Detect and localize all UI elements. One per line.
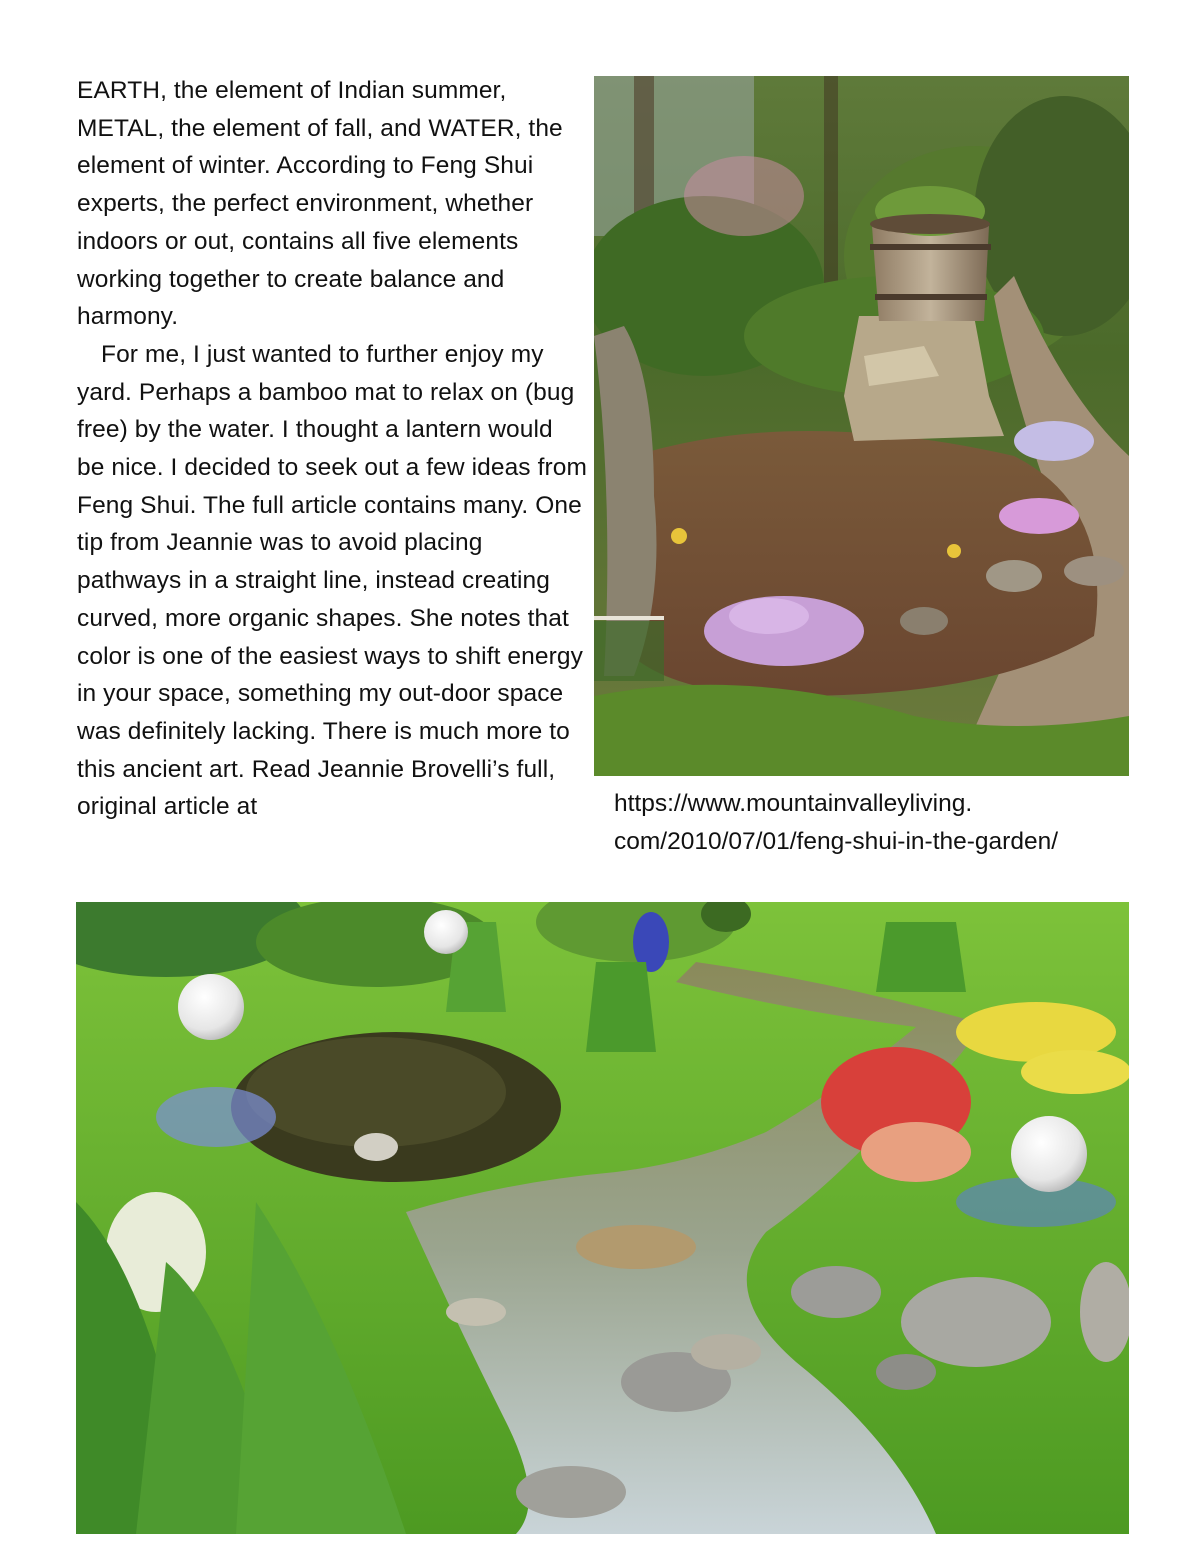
garden-planter-photo <box>594 76 1129 776</box>
caption-line-1: https://www.mountainvalleyliving. <box>614 790 973 817</box>
article-url-caption <box>614 785 1174 860</box>
caption-line-2: com/2010/07/01/feng-shui-in-the-garden/ <box>614 827 1059 855</box>
article-paragraph-2: For me, I just wanted to further enjoy my yard. Perhaps a bamboo mat to relax on (bug free) by the water. I thought a lantern would be nice. I decided to seek out a few ideas from Feng Shui. The full article contains many. One tip from Jeannie was to avoid placing pathways in a straight line, instead creating curved, more organic shapes. She notes that color is one of the easiest ways to shift energy in your space, something my out-door space was definitely lacking. There is much more to this ancient art. Read Jeannie Brovelli’s full, original article at <box>77 340 587 821</box>
article-text <box>77 72 587 826</box>
garden-stream-photo <box>76 902 1129 1534</box>
article-paragraph-1: EARTH, the element of Indian summer, METAL, the element of fall, and WATER, the element of winter. According to Feng Shui experts, the perfect environment, whether indoors or out, contains all five elements working together to create balance and harmony. <box>77 77 563 331</box>
